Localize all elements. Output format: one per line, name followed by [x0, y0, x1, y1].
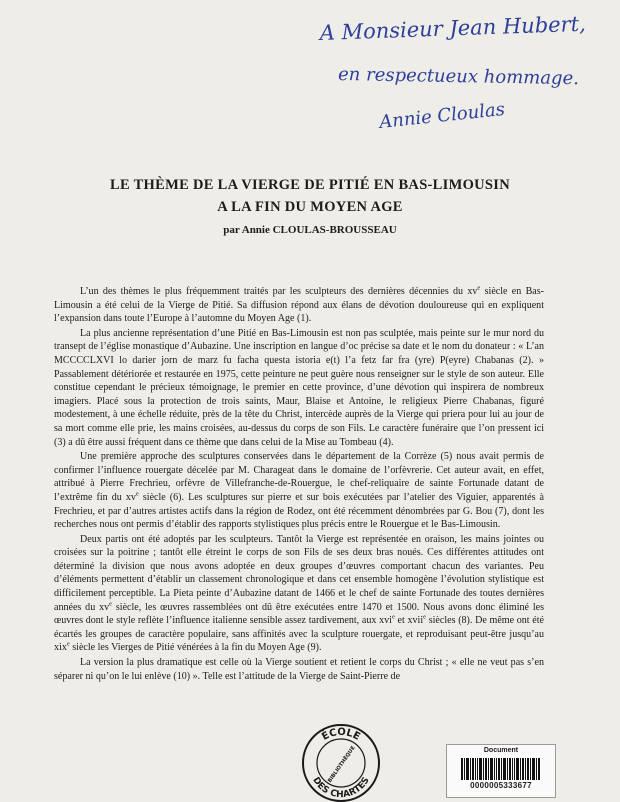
- dedication-signature: Annie Cloulas: [378, 98, 506, 133]
- article-body: [54, 285, 544, 684]
- paragraph-2: La plus ancienne représentation d’une Pitié en Bas-Limousin est non pas sculptée, mais peinte sur le mur nord du transept de l’église monastique d’Aubazine. Une inscription en langue d’oc précise sa date et le nom du donateur : « L’an MCCCCLXVI lo darier jorn de marz fu facha questa istoria e(t) l’a fetz far fra (yre) P(eyre) Chabanas (2). » Passablement détériorée et restaurée en 1975, cette peinture ne peut guère nous renseigner sur le style de son auteur. Elle constitue cependant le précieux témoignage, le premier en cette province, d’une dévotion qui inspirera de nombreux imagiers. Placé sous la protection de trois saints, Maur, Blaise et Antoine, le religieux Pierre Chabanas, figuré modestement, à une échelle réduite, près de la tête du Christ, intercède auprès de la Vierge qui priera pour lui au jour de sa mort comme elle prie, les mains croisées, au-dessus du corps de son Fils. Le caractère funéraire que l’on pressent ici (3) a dû être aussi fréquent dans ce thème que dans celui de la Mise au Tombeau (4).: [54, 327, 544, 448]
- stamp-top-text: ÉCOLE: [320, 726, 362, 743]
- svg-text:ÉCOLE: [319, 727, 362, 743]
- stamp-bottom-text: DES CHARTES: [310, 775, 372, 801]
- document-number: 0000005333677: [470, 781, 532, 790]
- handwritten-dedication: [300, 6, 618, 146]
- label-title: Document: [483, 747, 519, 754]
- article-title-line-2: A LA FIN DU MOYEN AGE: [217, 199, 403, 215]
- article-header: [60, 174, 560, 236]
- stamp-middle-text: BIBLIOTHÈQUE: [327, 745, 357, 784]
- byline: [60, 224, 560, 236]
- paragraph-3: Une première approche des sculptures conservées dans le département de la Corrèze (5) nous avait permis de confirmer l’influence rouergate décelée par M. Charageat dans le domaine de l’orfèvrerie. Cet auteur avait, en effet, attribué à Pierre Frechrieu, orfèvre de Villefranche-de-Rouergue, le chef-reliquaire de sainte Fortunade datant de l’extrême fin du $xv^e$ siècle (6). Les sculptures sur pierre et sur bois exécutées par l’atelier des Viguier, apparentés à Frechrieu, et par d’autres artistes actifs dans la région de Rodez, ont été récemment dénombrées par G. Bou (7), dont les recherches nous ont permis d’établir des rapports stylistiques plus précis entre le Rouergue et le Bas-Limousin.: [54, 451, 544, 531]
- barcode: [447, 756, 555, 780]
- library-stamp: [300, 720, 382, 802]
- dedication-line-1: A Monsieur Jean Hubert,: [319, 11, 587, 45]
- svg-text:DES CHARTES: [310, 776, 371, 800]
- article-title-line-1: LE THÈME DE LA VIERGE DE PITIÉ EN BAS-LIMOUSIN: [109, 177, 511, 193]
- author-name: Annie CLOULAS-BROUSSEAU: [241, 224, 397, 236]
- barcode-label: [446, 744, 556, 798]
- byline-prefix: par: [223, 224, 240, 236]
- paragraph-1: L’un des thèmes le plus fréquemment traités par les sculpteurs des dernières décennies du $xv^e$ siècle en Bas-Limousin a été celui de la Vierge de Pitié. Sa diffusion répond aux élans de dévotion douloureuse qui en expliquent l’expansion dans toute l’Europe à l’automne du Moyen Age (1).: [54, 284, 544, 325]
- paragraph-4: Deux partis ont été adoptés par les sculpteurs. Tantôt la Vierge est représentée en oraison, les mains jointes ou croisées sur la poitrine ; tantôt elle étreint le corps de son Fils de ses deux bras noués. Ces différentes attitudes ont déterminé la division que nous avons adoptée en deux groupes d’œuvres comportant chacun des variantes. Peu d’éléments permettent d’établir un classement chronologique et dans cet ensemble homogène l’évolution stylistique est difficilement perceptible. La Pieta peinte d’Aubazine datant de 1466 et le chef de sainte Fortunade des toutes dernières années du $xv^e$ siècle, les œuvres rassemblées ont dû être exécutées entre 1470 et 1500. Nous avons donc éliminé les œuvres dont le style reflète l’influence italienne sensible assez tardivement, aux xvi$^e$ et xvii$^e$ siècles (8). De même ont été écartés les groupes de caractère populaire, sans affinités avec la sculpture rouergate, et reproduisant peut-être jusqu’au xix$^e$ siècle les Vierges de Pitié vénérées à la fin du Moyen Age (9).: [54, 533, 545, 654]
- paragraph-5: La version la plus dramatique est celle où la Vierge soutient et retient le corps du Christ ; « elle ne veut pas s’en séparer ni qu’on le lui enlève (10) ». Telle est l’attitude de la Vierge de Saint-Pierre de: [54, 657, 544, 682]
- dedication-line-2: en respectueux hommage.: [337, 64, 580, 90]
